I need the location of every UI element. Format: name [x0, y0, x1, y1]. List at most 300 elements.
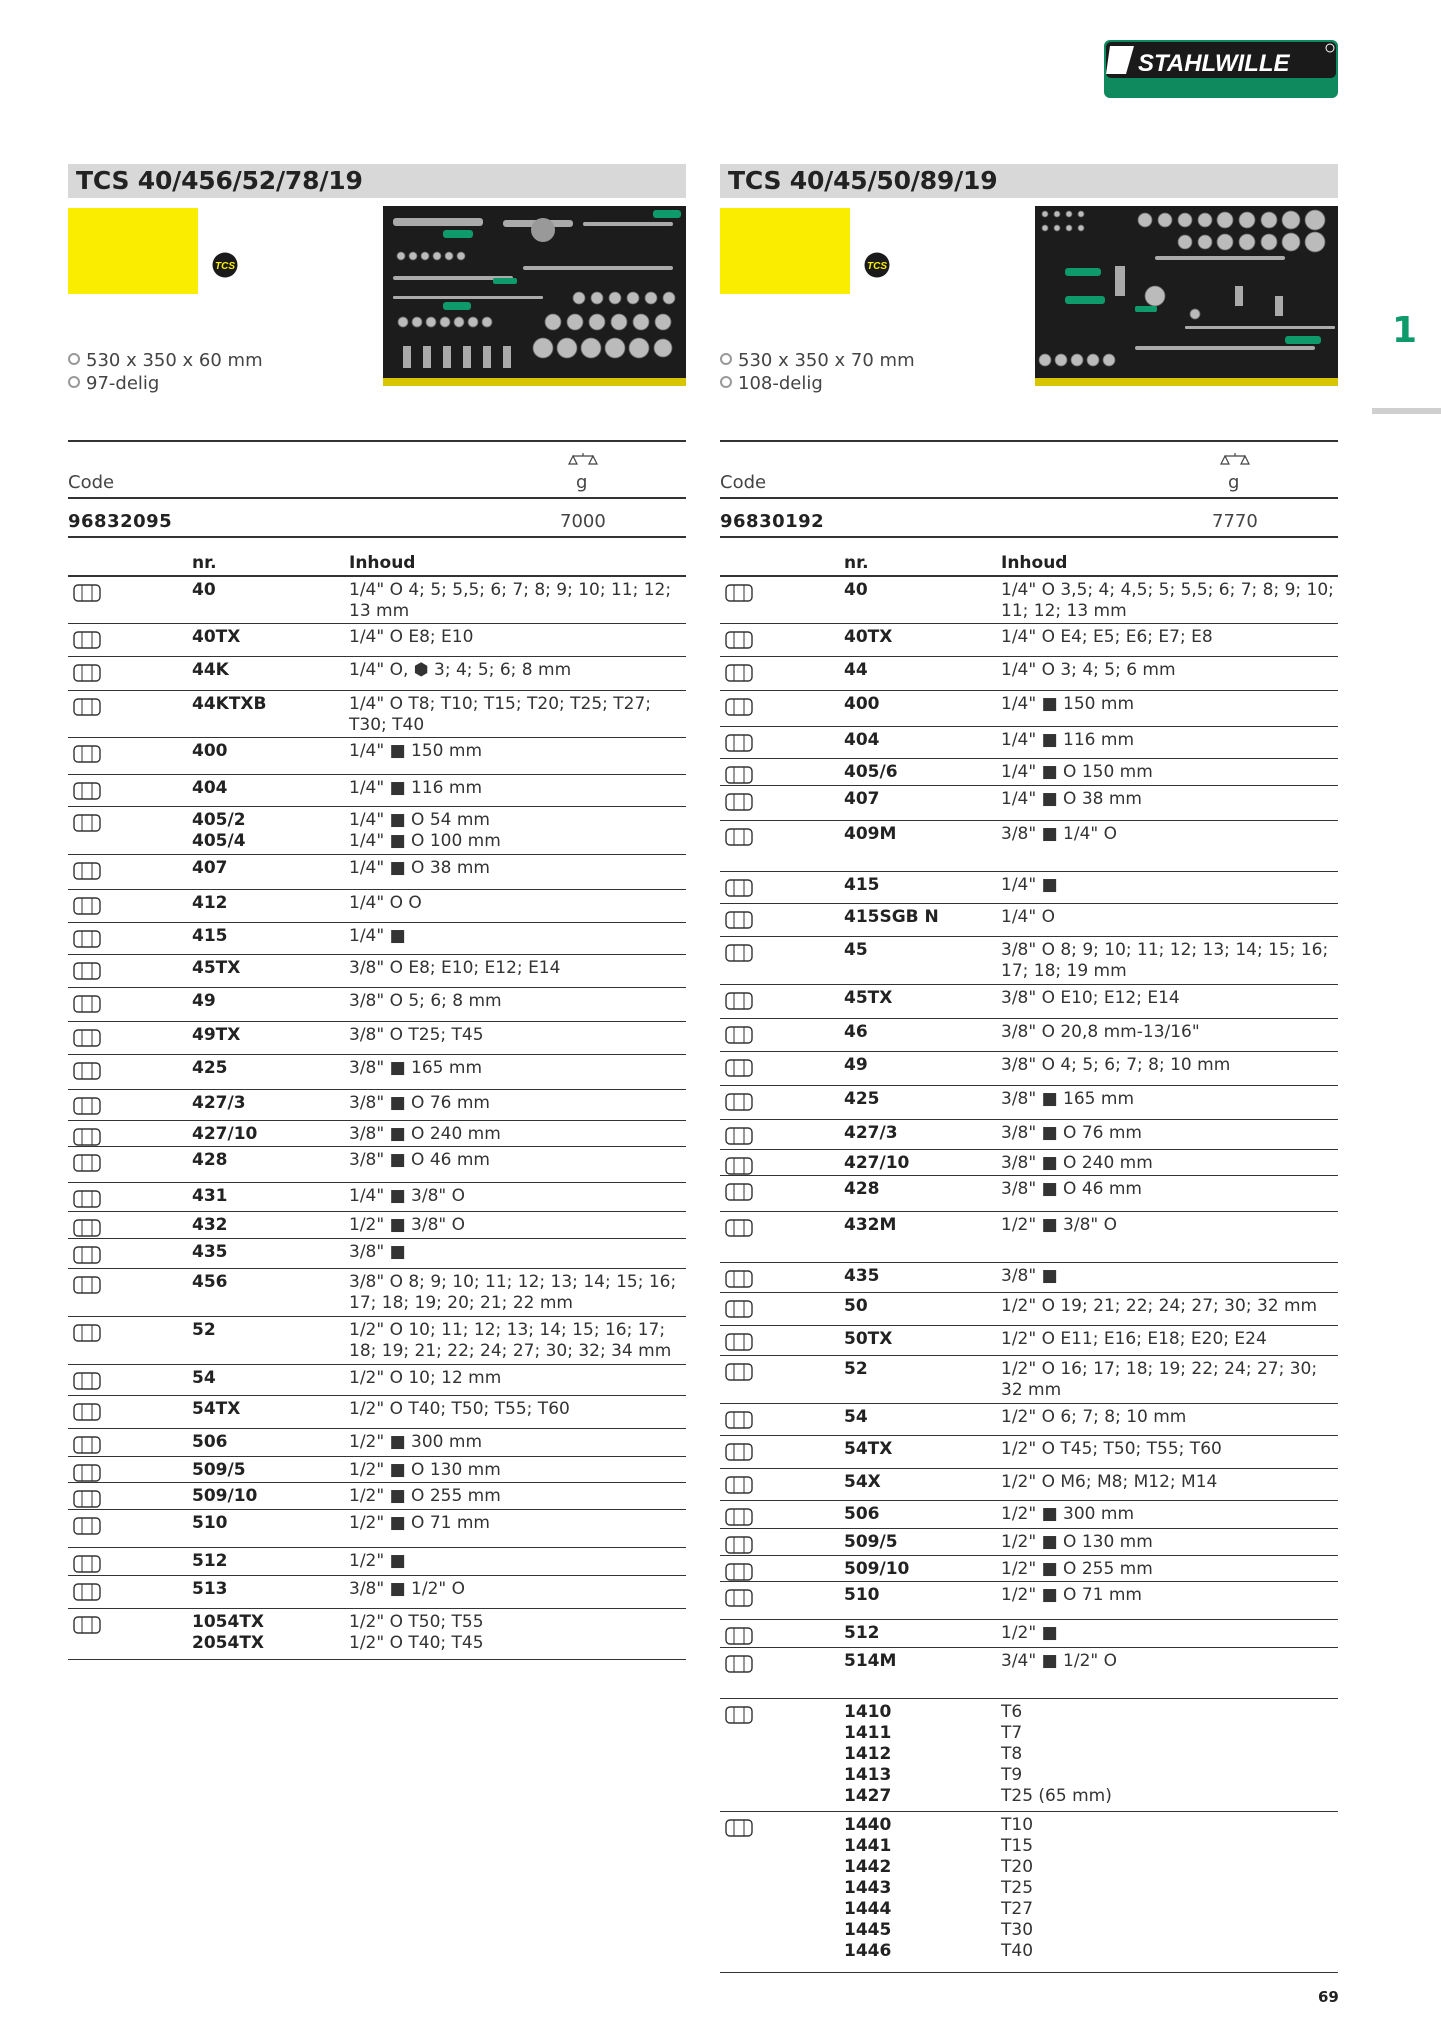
code-table [68, 440, 686, 538]
item-number: 514M [844, 1651, 897, 1671]
table-row [720, 1529, 1338, 1556]
product-left [68, 164, 686, 1660]
item-number: 412 [192, 893, 228, 913]
item-number: 404 [844, 730, 880, 750]
tool-icon [720, 1155, 786, 1177]
tool-icon [720, 732, 786, 754]
item-contents: 1/2" O 19; 21; 22; 24; 27; 30; 32 mm [1001, 1296, 1318, 1316]
chapter-number: 1 [1392, 310, 1418, 351]
item-number: 46 [844, 1022, 868, 1042]
item-contents: 3/8" ■ 165 mm [1001, 1089, 1135, 1109]
table-row [68, 1147, 686, 1183]
item-contents: 3/8" ■ O 76 mm [1001, 1123, 1142, 1143]
item-contents: 1/2" O T40; T50; T55; T60 [349, 1399, 570, 1419]
table-row [68, 1548, 686, 1576]
tool-icon [720, 1506, 786, 1528]
product-right [720, 164, 1338, 1973]
table-row [68, 855, 686, 890]
table-row [720, 985, 1338, 1019]
tool-icon [68, 928, 134, 950]
tool-icon [720, 1024, 786, 1046]
tool-icon [68, 1462, 134, 1484]
contents-header [720, 549, 1338, 577]
tool-icon [720, 1181, 786, 1203]
item-number: 49TX [192, 1025, 241, 1045]
item-number: 400 [192, 741, 228, 761]
item-contents: 3/8" ■ O 46 mm [1001, 1179, 1142, 1199]
item-number: 52 [192, 1320, 216, 1340]
table-row [720, 1293, 1338, 1326]
page-number: 69 [1318, 1988, 1339, 2006]
tool-icon [720, 1587, 786, 1609]
table-row [720, 1501, 1338, 1529]
table-row [720, 1556, 1338, 1582]
item-contents: 1/2" ■ [1001, 1623, 1058, 1643]
item-contents: 3/4" ■ 1/2" O [1001, 1651, 1118, 1671]
table-row [720, 1176, 1338, 1212]
table-row [720, 1052, 1338, 1086]
item-number: 400 [844, 694, 880, 714]
chapter-marker [1372, 408, 1441, 414]
item-number: 409M [844, 824, 897, 844]
item-contents: 3/8" ■ O 240 mm [1001, 1153, 1153, 1173]
tool-icon [68, 1126, 134, 1148]
tool-icon [720, 1268, 786, 1290]
table-row [720, 577, 1338, 624]
col-content-header: Inhoud [1001, 553, 1068, 573]
item-contents: 3/8" ■ [1001, 1266, 1058, 1286]
item-number: 509/10 [844, 1559, 910, 1579]
item-contents: 3/8" O T25; T45 [349, 1025, 484, 1045]
tool-icon [720, 826, 786, 848]
tool-icon [720, 696, 786, 718]
item-contents: 1/2" ■ O 130 mm [1001, 1532, 1153, 1552]
item-number: 432M [844, 1215, 897, 1235]
item-number: 512 [844, 1623, 880, 1643]
dimensions-spec: 530 x 350 x 60 mm [68, 350, 263, 371]
tool-icon [720, 1534, 786, 1556]
item-number: 510 [192, 1513, 228, 1533]
table-row [720, 657, 1338, 691]
item-number: 54TX [844, 1439, 893, 1459]
item-number: 45TX [192, 958, 241, 978]
tool-icon [68, 662, 134, 684]
tool-icon [68, 1274, 134, 1296]
svg-text:TCS: TCS [867, 261, 887, 272]
item-contents: 1/4" O 4; 5; 5,5; 6; 7; 8; 9; 10; 11; 12; 13 mm [349, 580, 672, 621]
item-number: 54X [844, 1472, 881, 1492]
item-number: 428 [844, 1179, 880, 1199]
tool-icon [720, 764, 786, 786]
tool-icon [720, 909, 786, 931]
item-contents: 3/8" ■ [349, 1242, 406, 1262]
item-number: 54TX [192, 1399, 241, 1419]
product-code: 96830192 [720, 511, 825, 532]
item-contents: 1/4" ■ O 150 mm [1001, 762, 1153, 782]
item-contents: 3/8" ■ 165 mm [349, 1058, 483, 1078]
table-row [720, 1356, 1338, 1404]
tool-icon [68, 1152, 134, 1174]
item-contents: 1/2" ■ O 71 mm [1001, 1585, 1142, 1605]
tcs-badge-icon [212, 252, 238, 278]
item-contents: 1/2" ■ O 71 mm [349, 1513, 490, 1533]
dimensions-spec: 530 x 350 x 70 mm [720, 350, 915, 371]
item-number: 1440 1441 1442 1443 1444 1445 1446 [844, 1815, 892, 1961]
product-code: 96832095 [68, 511, 173, 532]
item-number: 427/10 [192, 1124, 258, 1144]
tool-icon [68, 993, 134, 1015]
product-header [720, 198, 1338, 440]
tool-icon [68, 1401, 134, 1423]
item-contents: 1/4" O O [349, 893, 422, 913]
item-number: 456 [192, 1272, 228, 1292]
table-row [720, 1582, 1338, 1620]
item-number: 428 [192, 1150, 228, 1170]
tool-icon [720, 662, 786, 684]
product-photo [1035, 206, 1338, 386]
tool-icon [68, 1027, 134, 1049]
item-contents: 1/4" ■ [1001, 875, 1058, 895]
weight-unit: g [576, 472, 588, 493]
table-row [720, 786, 1338, 821]
item-contents: 1/4" ■ 150 mm [349, 741, 483, 761]
tool-icon [720, 1441, 786, 1463]
tool-icon [68, 780, 134, 802]
stahlwille-logo [1104, 40, 1338, 98]
item-contents: 1/4" O 3,5; 4; 4,5; 5; 5,5; 6; 7; 8; 9; 10; 11; 12; 13 mm [1001, 580, 1334, 621]
item-contents: 1/2" O M6; M8; M12; M14 [1001, 1472, 1218, 1492]
table-row [68, 890, 686, 923]
tool-icon [68, 629, 134, 651]
table-row [720, 759, 1338, 786]
tool-icon [68, 860, 134, 882]
table-row [720, 1812, 1338, 1973]
table-row [720, 1150, 1338, 1176]
table-row [720, 624, 1338, 657]
item-contents: 3/8" ■ O 240 mm [349, 1124, 501, 1144]
item-contents: 1/4" O, ⬢ 3; 4; 5; 6; 8 mm [349, 660, 572, 680]
item-number: 432 [192, 1215, 228, 1235]
item-contents: 3/8" ■ O 76 mm [349, 1093, 490, 1113]
item-number: 512 [192, 1551, 228, 1571]
item-number: 50 [844, 1296, 868, 1316]
pieces-spec: 97-delig [68, 373, 159, 394]
code-label: Code [720, 472, 767, 493]
table-row [720, 1086, 1338, 1120]
item-number: 40 [844, 580, 868, 600]
table-row [68, 738, 686, 775]
tool-icon [720, 582, 786, 604]
table-row [68, 1483, 686, 1510]
table-row [720, 1648, 1338, 1699]
table-row [68, 1396, 686, 1429]
tool-icon [68, 1060, 134, 1082]
contents-list [720, 577, 1338, 1973]
table-row [720, 1019, 1338, 1052]
col-nr-header: nr. [192, 553, 217, 573]
tool-icon [720, 1653, 786, 1675]
item-contents: 1/4" ■ O 38 mm [1001, 789, 1142, 809]
tool-icon [720, 1091, 786, 1113]
table-row [720, 1212, 1338, 1263]
item-number: 427/3 [192, 1093, 246, 1113]
tool-icon [720, 1057, 786, 1079]
tool-icon [720, 1331, 786, 1353]
table-row [68, 1510, 686, 1548]
item-contents: 1/2" ■ [349, 1551, 406, 1571]
table-row [68, 691, 686, 738]
item-contents: 1/2" ■ 300 mm [349, 1432, 483, 1452]
tool-icon [68, 743, 134, 765]
item-contents: 1/4" O T8; T10; T15; T20; T25; T27; T30; T40 [349, 694, 652, 735]
item-contents: 3/8" O 5; 6; 8 mm [349, 991, 502, 1011]
tool-icon [720, 1625, 786, 1647]
table-row [720, 872, 1338, 904]
item-contents: 3/8" O E8; E10; E12; E14 [349, 958, 561, 978]
product-weight: 7000 [560, 511, 606, 532]
item-contents: 1/4" ■ 116 mm [1001, 730, 1135, 750]
tool-icon [68, 895, 134, 917]
tool-icon [720, 1409, 786, 1431]
table-row [68, 1022, 686, 1055]
tool-icon [68, 582, 134, 604]
item-number: 54 [192, 1368, 216, 1388]
pieces-spec: 108-delig [720, 373, 823, 394]
item-contents: 1/4" ■ 3/8" O [349, 1186, 466, 1206]
item-contents: 1/2" ■ 3/8" O [349, 1215, 466, 1235]
table-row [68, 775, 686, 807]
item-contents: 1/2" ■ O 255 mm [1001, 1559, 1153, 1579]
tool-icon [720, 1474, 786, 1496]
item-number: 44 [844, 660, 868, 680]
table-row [720, 1263, 1338, 1293]
table-row [720, 1326, 1338, 1356]
tool-icon [720, 1361, 786, 1383]
weight-scale-icon [568, 452, 598, 470]
item-contents: 1/4" ■ 116 mm [349, 778, 483, 798]
item-number: 509/5 [844, 1532, 898, 1552]
product-photo [383, 206, 686, 386]
item-number: 405/2 405/4 [192, 810, 246, 851]
table-row [68, 1212, 686, 1239]
col-nr-header: nr. [844, 553, 869, 573]
col-content-header: Inhoud [349, 553, 416, 573]
tool-icon [720, 1817, 786, 1839]
item-contents: 1/2" O 10; 12 mm [349, 1368, 502, 1388]
tool-icon [68, 1322, 134, 1344]
table-row [720, 727, 1338, 759]
item-number: 407 [844, 789, 880, 809]
item-number: 415 [844, 875, 880, 895]
tool-icon [68, 960, 134, 982]
item-contents: 1/2" O T50; T55 1/2" O T40; T45 [349, 1612, 484, 1653]
item-contents: 1/4" ■ O 54 mm 1/4" ■ O 100 mm [349, 810, 501, 851]
item-number: 425 [192, 1058, 228, 1078]
item-contents: 3/8" O 8; 9; 10; 11; 12; 13; 14; 15; 16; 17; 18; 19; 20; 21; 22 mm [349, 1272, 677, 1313]
item-contents: 1/2" O E11; E16; E18; E20; E24 [1001, 1329, 1267, 1349]
tool-icon [68, 1488, 134, 1510]
table-row [68, 988, 686, 1022]
color-swatch [720, 208, 850, 294]
tool-icon [720, 629, 786, 651]
product-title: TCS 40/45/50/89/19 [720, 164, 1338, 198]
item-number: 427/10 [844, 1153, 910, 1173]
item-number: 49 [192, 991, 216, 1011]
tool-icon [68, 1515, 134, 1537]
table-row [68, 1239, 686, 1269]
item-contents: 3/8" O 4; 5; 6; 7; 8; 10 mm [1001, 1055, 1231, 1075]
item-contents: 1/2" ■ O 130 mm [349, 1460, 501, 1480]
tool-icon [68, 1188, 134, 1210]
table-row [720, 1404, 1338, 1436]
table-row [68, 1429, 686, 1457]
table-row [68, 1090, 686, 1121]
item-contents: 1/2" O T45; T50; T55; T60 [1001, 1439, 1222, 1459]
item-number: 510 [844, 1585, 880, 1605]
table-row [68, 807, 686, 855]
item-number: 425 [844, 1089, 880, 1109]
item-number: 40 [192, 580, 216, 600]
item-number: 509/5 [192, 1460, 246, 1480]
item-number: 431 [192, 1186, 228, 1206]
table-row [68, 1183, 686, 1212]
item-contents: 1/4" ■ 150 mm [1001, 694, 1135, 714]
item-number: 506 [844, 1504, 880, 1524]
item-number: 49 [844, 1055, 868, 1075]
item-number: 435 [192, 1242, 228, 1262]
table-row [720, 1120, 1338, 1150]
item-number: 415SGB N [844, 907, 939, 927]
tool-icon [720, 1704, 786, 1726]
item-number: 44KTXB [192, 694, 267, 714]
tool-icon [720, 1561, 786, 1583]
tool-icon [720, 990, 786, 1012]
table-row [720, 1620, 1338, 1648]
item-contents: 3/8" O E10; E12; E14 [1001, 988, 1180, 1008]
tool-icon [68, 1217, 134, 1239]
product-weight: 7770 [1212, 511, 1258, 532]
tool-icon [68, 1370, 134, 1392]
svg-text:TCS: TCS [215, 261, 235, 272]
item-contents: 3/8" ■ 1/4" O [1001, 824, 1118, 844]
table-row [720, 937, 1338, 985]
table-row [68, 624, 686, 657]
weight-scale-icon [1220, 452, 1250, 470]
table-row [720, 904, 1338, 937]
table-row [68, 1317, 686, 1365]
table-row [720, 821, 1338, 872]
color-swatch [68, 208, 198, 294]
code-table [720, 440, 1338, 538]
item-contents: T6 T7 T8 T9 T25 (65 mm) [1001, 1702, 1112, 1806]
item-number: 40TX [844, 627, 893, 647]
code-label: Code [68, 472, 115, 493]
item-number: 506 [192, 1432, 228, 1452]
brand-name: STAHLWILLE [1138, 50, 1290, 77]
table-row [68, 1457, 686, 1483]
table-row [68, 923, 686, 955]
table-row [68, 1055, 686, 1090]
item-number: 513 [192, 1579, 228, 1599]
table-row [68, 1609, 686, 1660]
tcs-badge-icon [864, 252, 890, 278]
item-contents: 3/8" ■ O 46 mm [349, 1150, 490, 1170]
item-contents: 3/8" O 20,8 mm-13/16" [1001, 1022, 1200, 1042]
table-row [720, 1436, 1338, 1469]
item-contents: 1/2" O 6; 7; 8; 10 mm [1001, 1407, 1187, 1427]
item-contents: 1/2" O 10; 11; 12; 13; 14; 15; 16; 17; 18; 19; 21; 22; 24; 27; 30; 32; 34 mm [349, 1320, 672, 1361]
item-number: 1054TX 2054TX [192, 1612, 265, 1653]
product-title: TCS 40/456/52/78/19 [68, 164, 686, 198]
item-number: 52 [844, 1359, 868, 1379]
table-row [68, 1121, 686, 1147]
tool-icon [720, 942, 786, 964]
item-number: 509/10 [192, 1486, 258, 1506]
tool-icon [68, 1614, 134, 1636]
table-row [68, 1269, 686, 1317]
item-number: 45TX [844, 988, 893, 1008]
item-contents: 1/4" O [1001, 907, 1055, 927]
table-row [68, 1576, 686, 1609]
item-number: 407 [192, 858, 228, 878]
tool-icon [720, 1217, 786, 1239]
tool-icon [68, 1244, 134, 1266]
item-number: 427/3 [844, 1123, 898, 1143]
tool-icon [720, 877, 786, 899]
item-number: 405/6 [844, 762, 898, 782]
tool-icon [68, 1553, 134, 1575]
item-number: 404 [192, 778, 228, 798]
weight-unit: g [1228, 472, 1240, 493]
table-row [720, 1469, 1338, 1501]
item-number: 40TX [192, 627, 241, 647]
item-contents: T10 T15 T20 T25 T27 T30 T40 [1001, 1815, 1034, 1961]
tool-icon [68, 696, 134, 718]
item-number: 415 [192, 926, 228, 946]
table-row [68, 955, 686, 988]
tool-icon [68, 1581, 134, 1603]
item-contents: 1/2" ■ O 255 mm [349, 1486, 501, 1506]
tool-icon [68, 1434, 134, 1456]
item-contents: 1/2" ■ 3/8" O [1001, 1215, 1118, 1235]
item-number: 50TX [844, 1329, 893, 1349]
contents-header [68, 549, 686, 577]
tool-icon [68, 812, 134, 834]
product-header [68, 198, 686, 440]
tool-icon [68, 1095, 134, 1117]
item-contents: 1/4" O E4; E5; E6; E7; E8 [1001, 627, 1213, 647]
table-row [68, 1365, 686, 1396]
item-number: 44K [192, 660, 229, 680]
tool-icon [720, 1125, 786, 1147]
item-contents: 3/8" O 8; 9; 10; 11; 12; 13; 14; 15; 16; 17; 18; 19 mm [1001, 940, 1329, 981]
item-number: 45 [844, 940, 868, 960]
item-contents: 1/4" O 3; 4; 5; 6 mm [1001, 660, 1176, 680]
item-contents: 1/2" O 16; 17; 18; 19; 22; 24; 27; 30; 32 mm [1001, 1359, 1318, 1400]
item-contents: 1/4" O E8; E10 [349, 627, 474, 647]
tool-icon [720, 1298, 786, 1320]
item-contents: 1/2" ■ 300 mm [1001, 1504, 1135, 1524]
item-number: 435 [844, 1266, 880, 1286]
table-row [68, 657, 686, 691]
item-number: 1410 1411 1412 1413 1427 [844, 1702, 892, 1806]
contents-list [68, 577, 686, 1660]
item-contents: 1/4" ■ [349, 926, 406, 946]
item-number: 54 [844, 1407, 868, 1427]
item-contents: 1/4" ■ O 38 mm [349, 858, 490, 878]
table-row [68, 577, 686, 624]
table-row [720, 691, 1338, 727]
